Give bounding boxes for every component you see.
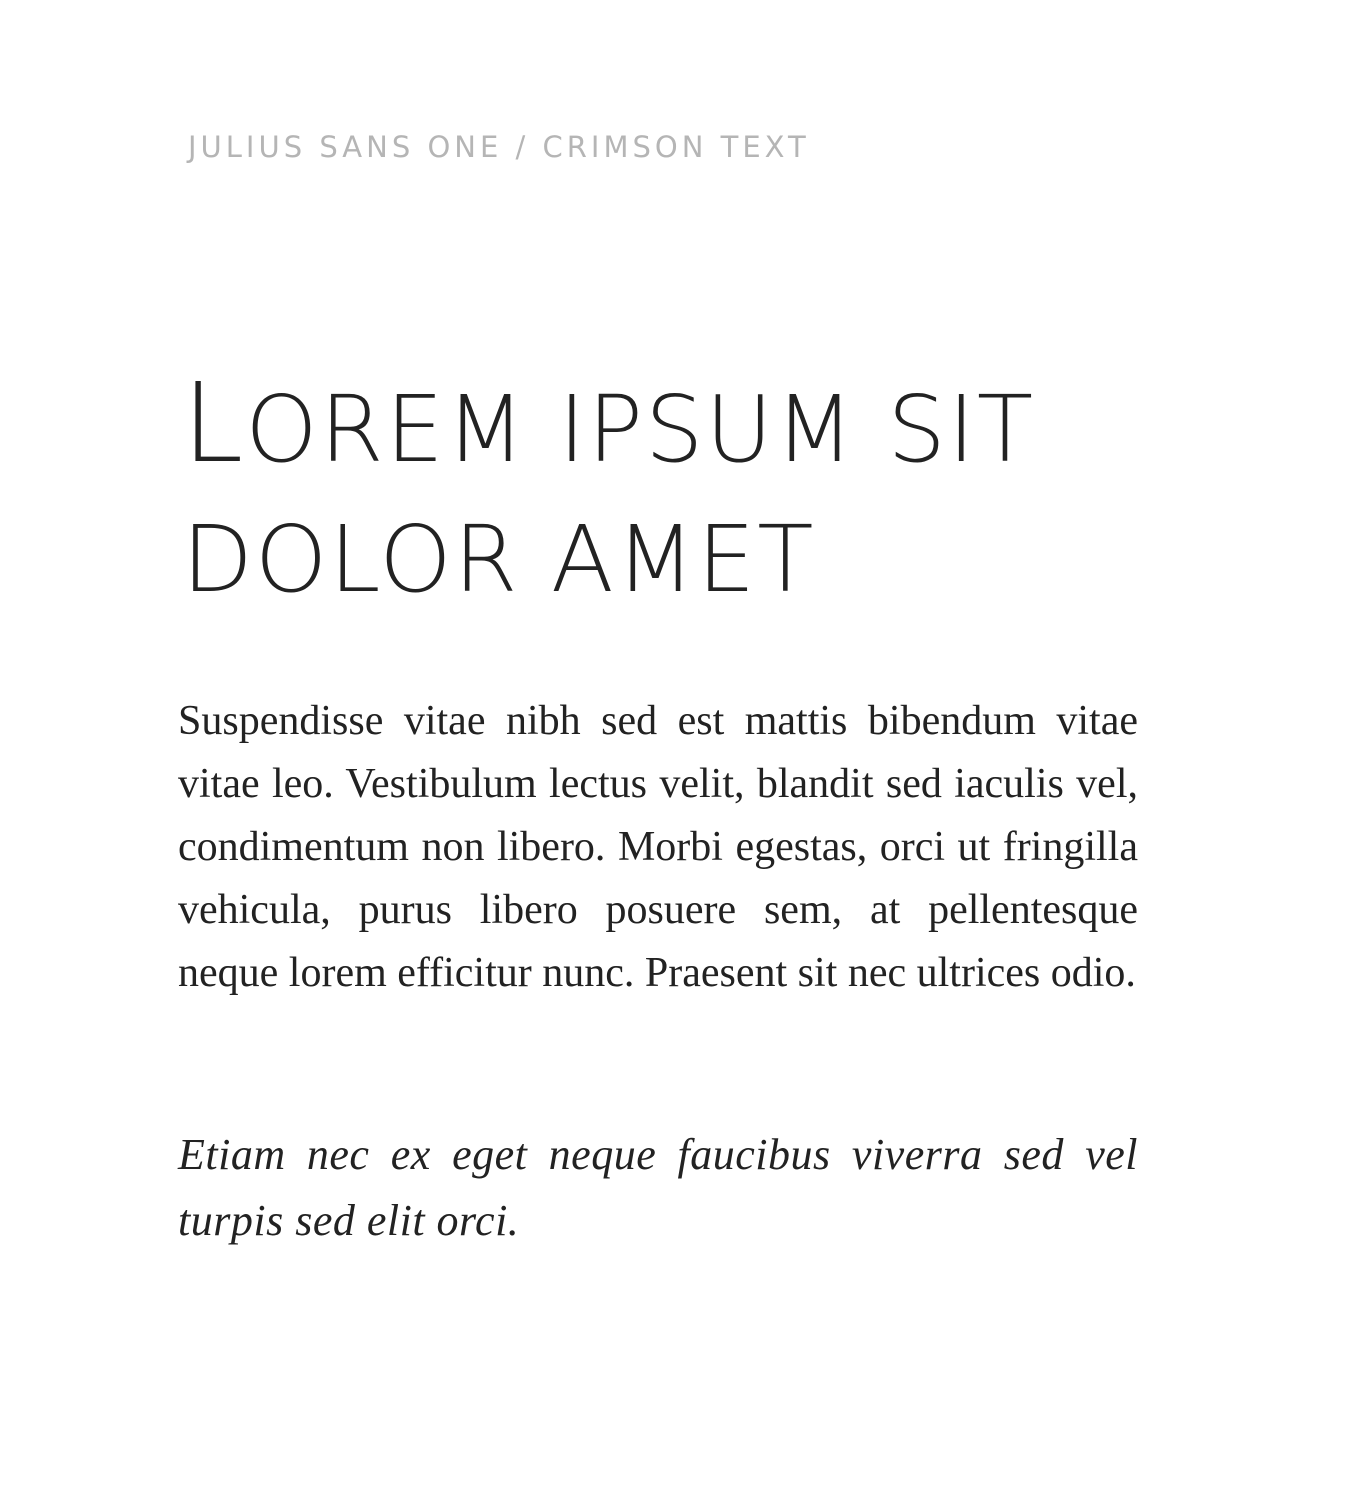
body-paragraph: Suspendisse vitae nibh sed est mattis bibendum vitae vitae leo. Vestibulum lectus velit, blandit sed iaculis vel, condimentum non libero. Morbi egestas, orci ut fringilla vehicula, purus libero posuere sem, at pellentesque neque lorem efficitur nunc. Praesent sit nec ultrices odio. (178, 698, 1138, 996)
headline-initial: L (182, 359, 246, 487)
headline-rest: OREM IPSUM SIT DOLOR AMET (182, 376, 1036, 613)
italic-paragraph: Etiam nec ex eget neque faucibus viverra sed vel turpis sed elit orci. (178, 1130, 1138, 1245)
font-pairing-label: JULIUS SANS ONE / CRIMSON TEXT (188, 130, 810, 164)
headline (182, 358, 1142, 625)
